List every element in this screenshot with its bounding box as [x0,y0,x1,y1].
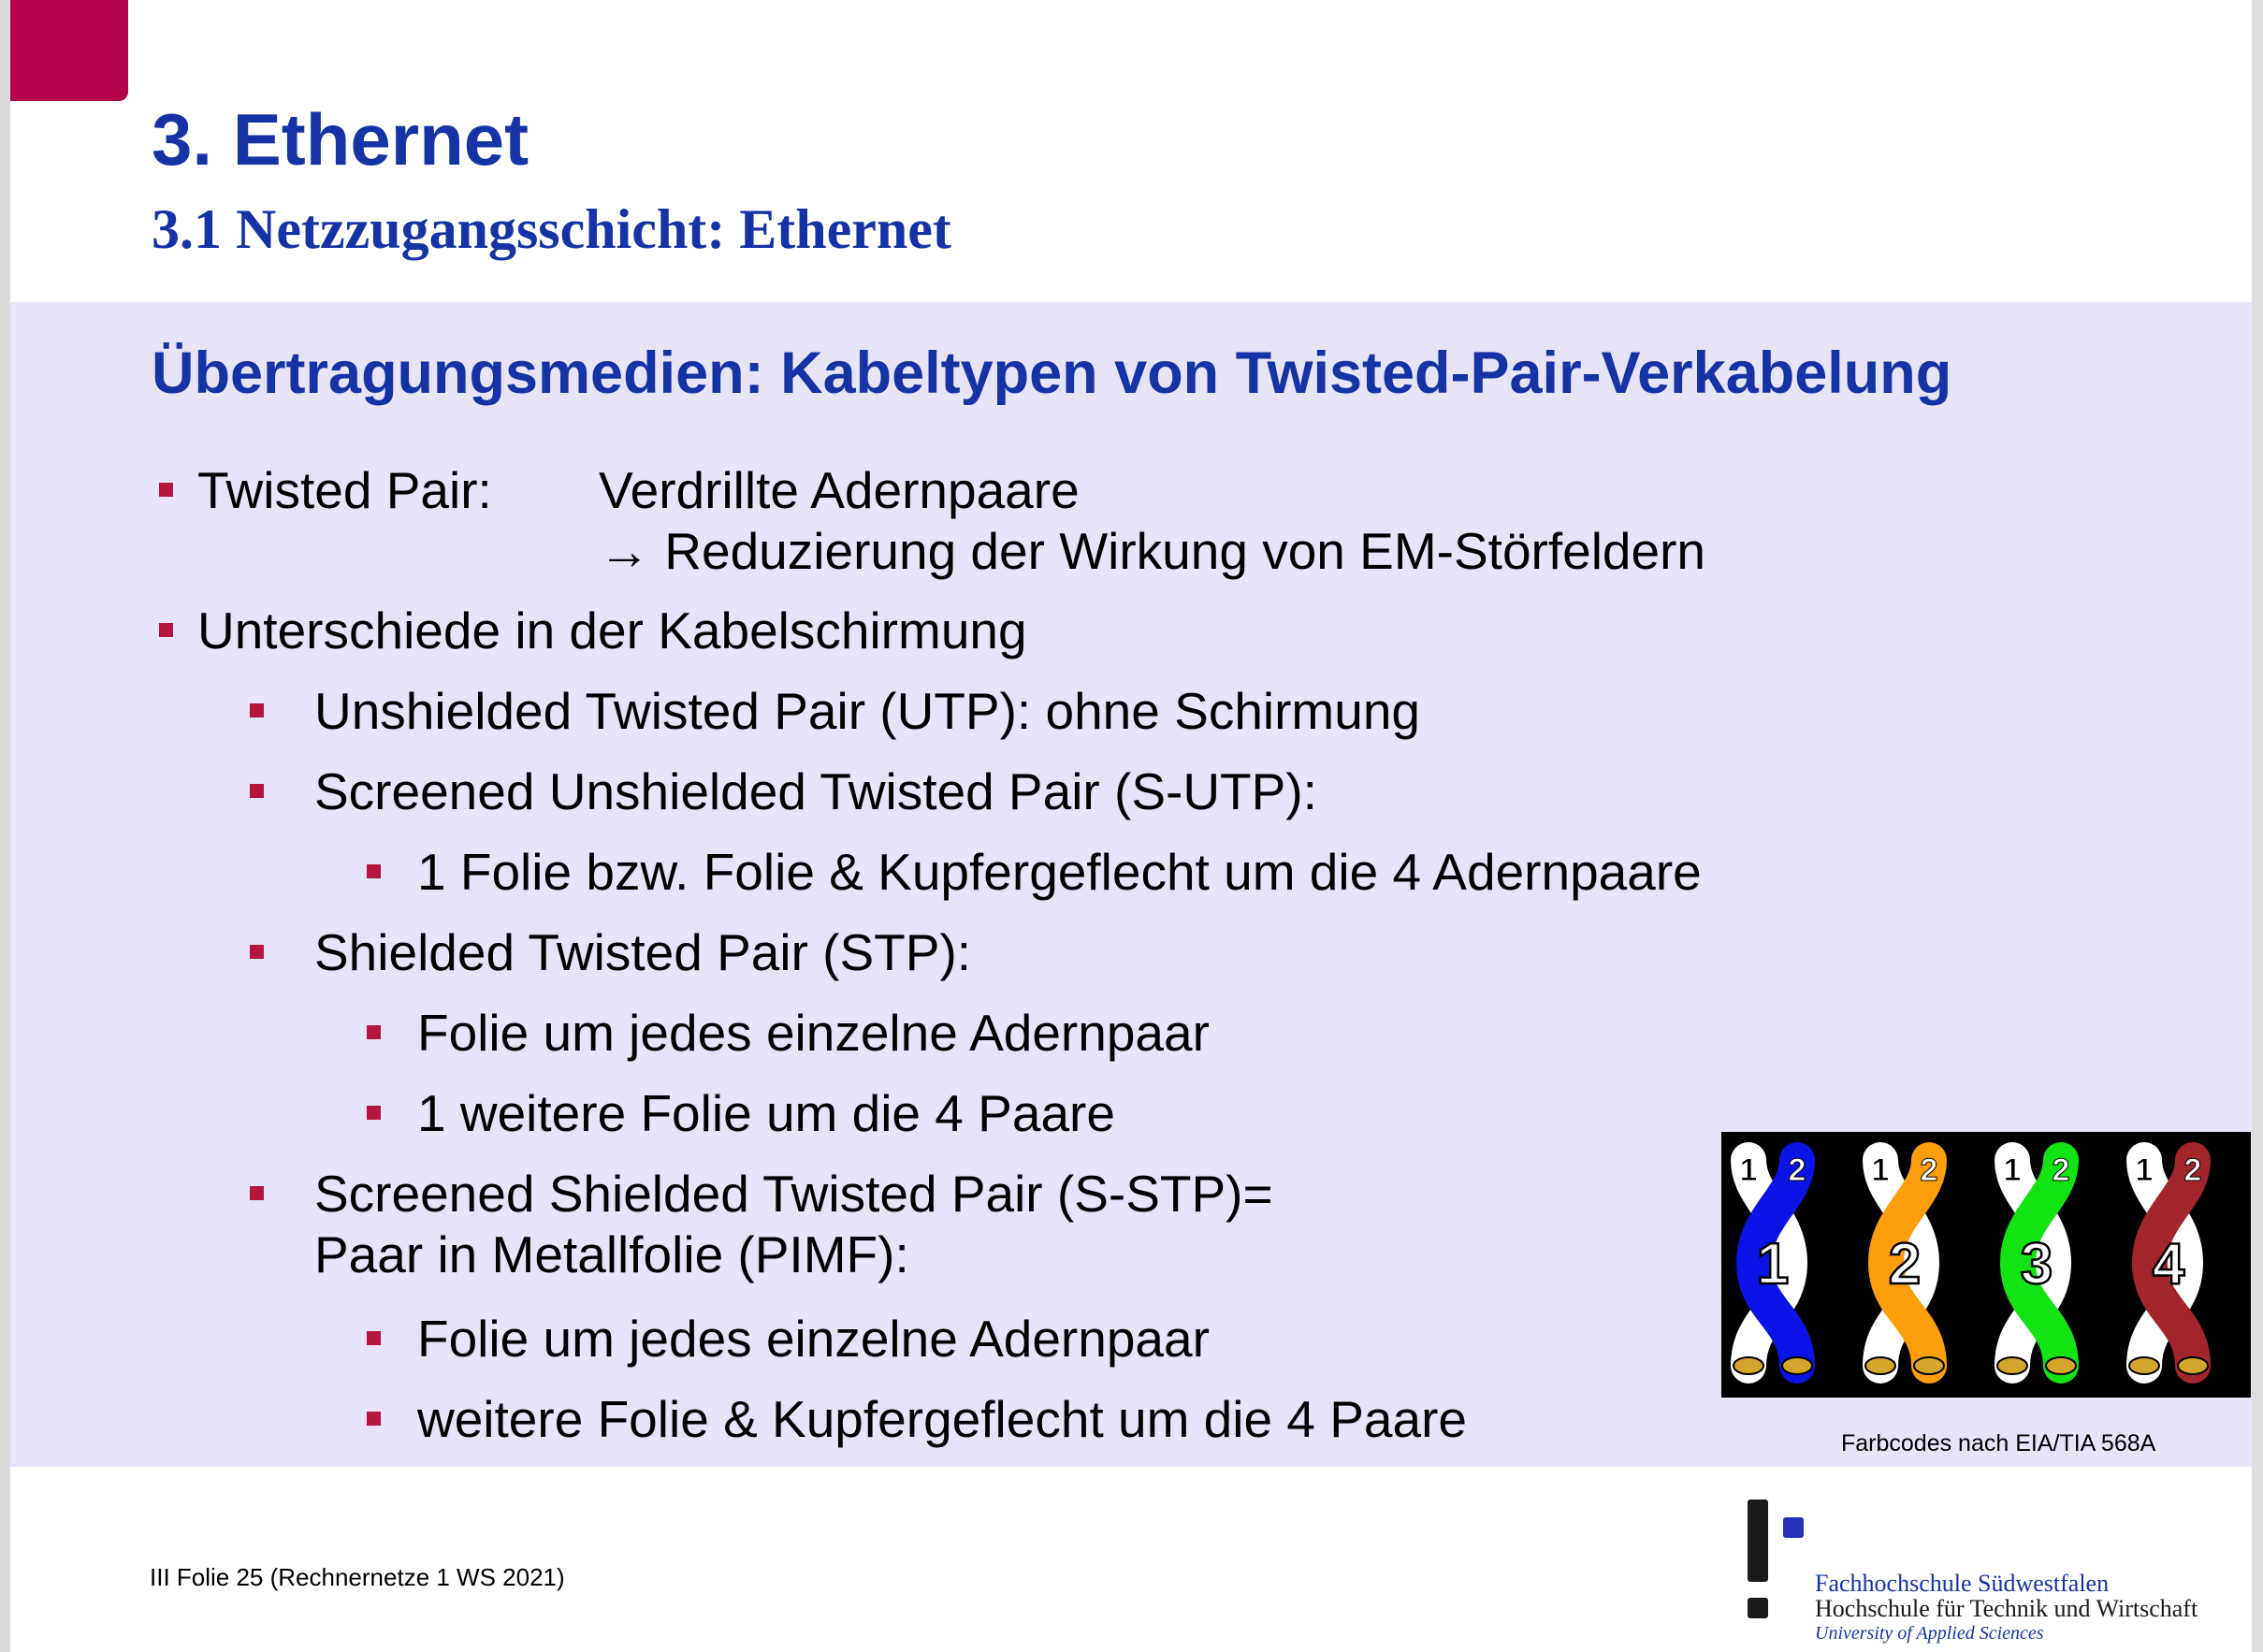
sstp-item: Screened Shielded Twisted Pair (S-STP)= [314,1165,1273,1223]
bullet-marker [250,945,264,959]
logo-mark [1748,1500,1768,1582]
diagram-caption: Farbcodes nach EIA/TIA 568A [1841,1430,2156,1456]
copper-end [2129,1357,2159,1374]
bullet-marker [159,483,173,497]
sstp-item-continued: Paar in Metallfolie (PIMF): [314,1225,909,1283]
wire-label: 2 [1920,1152,1938,1188]
sutp-item: Screened Unshielded Twisted Pair (S-UTP): [314,762,1317,820]
wire-label: 1 [2003,1152,2022,1188]
bullet-marker [367,1412,381,1426]
slide-subtitle: 3.1 Netzzugangsschicht: Ethernet [152,198,951,260]
bullet-marker [250,784,264,798]
bullet-marker [250,1186,264,1200]
stp-detail-1: Folie um jedes einzelne Adernpaar [417,1004,1210,1062]
logo-mark-dot [1748,1598,1768,1618]
wire-label: 2 [1788,1152,1806,1188]
cable-pair-1 [1734,1152,1812,1374]
cable-pair-3 [1997,1152,2076,1374]
cable-pair-2 [1865,1152,1944,1374]
copper-end [1782,1357,1812,1374]
copper-end [1914,1357,1944,1374]
cable-pair-4 [2129,1152,2208,1374]
wire-label: 2 [2183,1152,2202,1188]
sutp-detail: 1 Folie bzw. Folie & Kupfergeflecht um die 4 Adernpaare [417,843,1702,901]
pair-number: 4 [2152,1232,2185,1297]
logo-name: Fachhochschule Südwestfalen [1815,1570,2110,1597]
twisted-pair-label: Twisted Pair: [197,461,492,519]
slide-title: 3. Ethernet [152,98,529,181]
bullet-marker [250,703,264,717]
twisted-pair-description: Verdrillte Adernpaare [599,461,1080,519]
twisted-pair-effect: → Reduzierung der Wirkung von EM-Störfeldern [599,522,1706,580]
copper-end [2178,1357,2208,1374]
section-heading: Übertragungsmedien: Kabeltypen von Twisted-Pair-Verkabelung [152,341,1952,406]
bullet-marker [367,1025,381,1039]
right-border [2252,0,2263,1652]
wire-label: 1 [1871,1152,1890,1188]
pair-number: 1 [1756,1232,1790,1297]
pair-number: 2 [1888,1232,1922,1297]
bullet-marker [367,1106,381,1120]
corner-accent [10,0,128,101]
slide-footer: III Folie 25 (Rechnernetze 1 WS 2021) [150,1563,565,1591]
logo-mark-square [1783,1517,1804,1538]
logo-subtitle: University of Applied Sciences [1815,1623,2044,1644]
wire-label: 1 [1739,1152,1758,1188]
cable-color-diagram [1721,1132,2251,1398]
copper-end [1997,1357,2027,1374]
utp-item: Unshielded Twisted Pair (UTP): ohne Schirmung [314,682,1421,740]
bullet-marker [159,623,173,637]
copper-end [1734,1357,1763,1374]
stp-item: Shielded Twisted Pair (STP): [314,923,972,981]
bullet-marker [367,1331,381,1345]
sstp-detail-1: Folie um jedes einzelne Adernpaar [417,1310,1210,1368]
cable-color-svg [1721,1132,2251,1398]
left-border [0,0,10,1652]
pair-number: 3 [2020,1232,2053,1297]
shielding-heading: Unterschiede in der Kabelschirmung [197,601,1027,659]
wire-label: 2 [2052,1152,2070,1188]
sstp-detail-2: weitere Folie & Kupfergeflecht um die 4 Paare [417,1390,1467,1448]
bullet-marker [367,864,381,878]
logo-tagline: Hochschule für Technik und Wirtschaft [1815,1595,2198,1622]
copper-end [2046,1357,2076,1374]
stp-detail-2: 1 weitere Folie um die 4 Paare [417,1084,1115,1142]
copper-end [1865,1357,1895,1374]
wire-label: 1 [2135,1152,2154,1188]
